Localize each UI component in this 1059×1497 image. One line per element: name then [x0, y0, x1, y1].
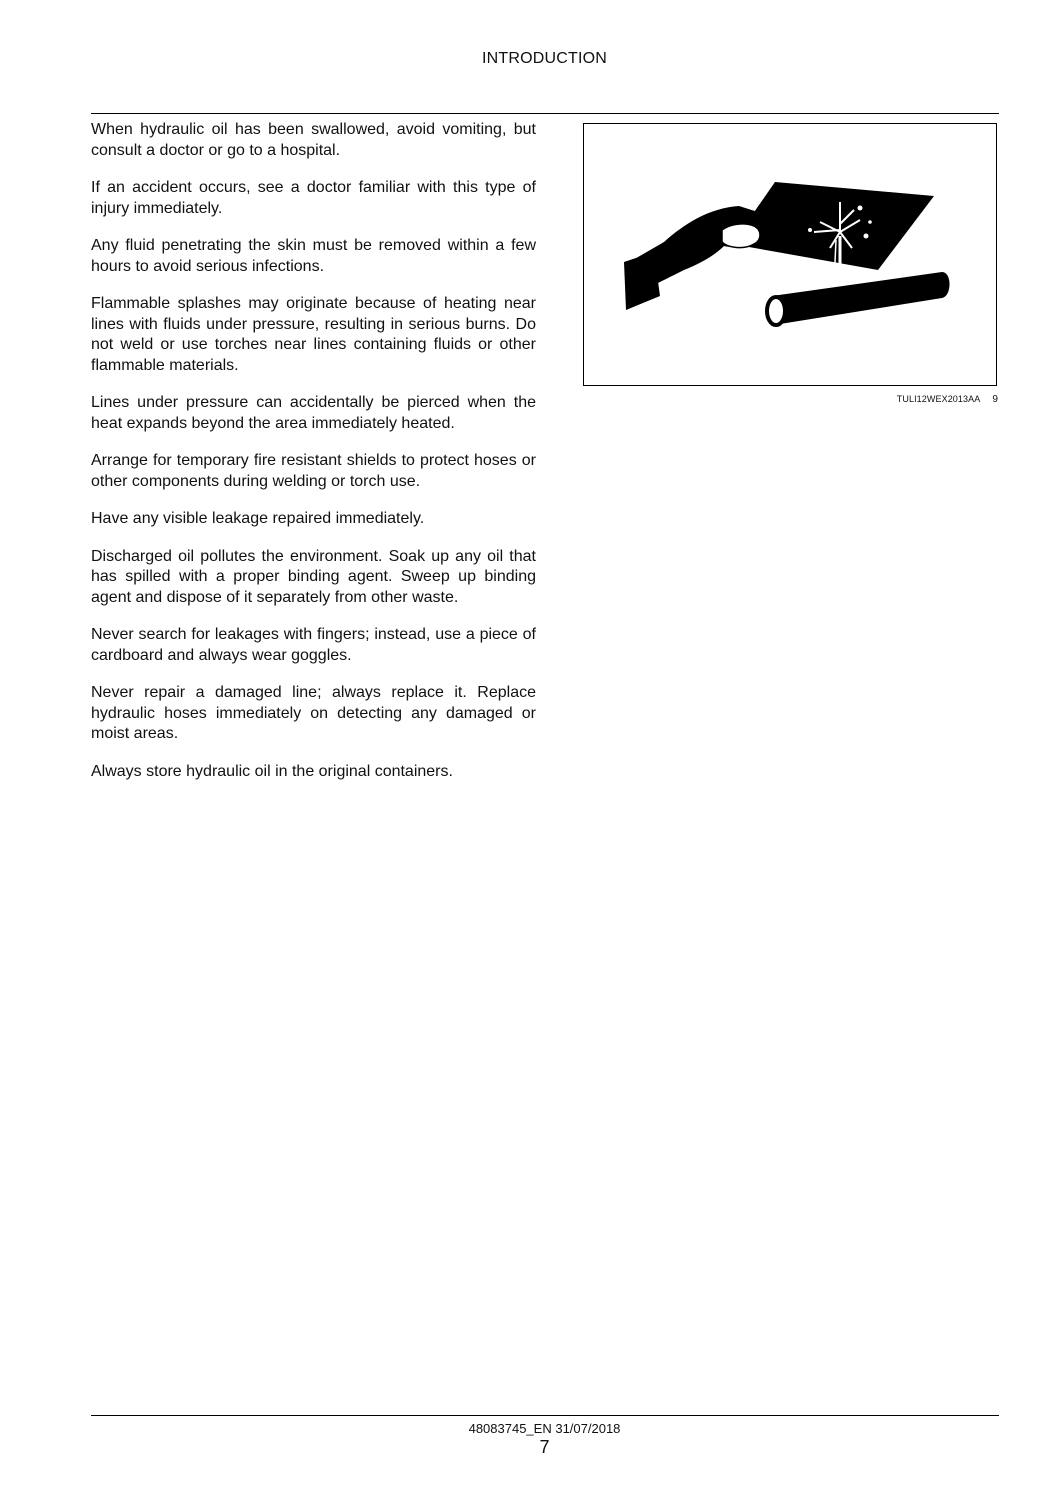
- paragraph-skin-penetration: Any fluid penetrating the skin must be removed within a few hours to avoid serious infections.: [91, 237, 536, 275]
- figure-code: TULI12WEX2013AA: [896, 394, 981, 404]
- figure-frame: [583, 123, 997, 386]
- splash-drop-1: [858, 206, 863, 211]
- hose-shape: [772, 272, 950, 324]
- paragraph-fire-shields: Arrange for temporary fire resistant shields to protect hoses or other components during welding or torch use.: [91, 452, 536, 490]
- body-text-column: [91, 120, 536, 799]
- footer-divider: [91, 1415, 999, 1416]
- paragraph-store-oil: Always store hydraulic oil in the original containers.: [91, 762, 453, 780]
- splash-drop-4: [808, 228, 812, 232]
- hose-end-shape: [767, 297, 785, 325]
- footer-document-code: 48083745_EN 31/07/2018: [468, 1421, 621, 1436]
- sleeve-shape: [624, 252, 660, 310]
- hand-cardboard-leak-icon: [584, 124, 996, 385]
- figure-caption: [760, 394, 998, 405]
- paragraph-accident: If an accident occurs, see a doctor familiar with this type of injury immediately.: [91, 179, 536, 217]
- paragraph-search-leakages: Never search for leakages with fingers; instead, use a piece of cardboard and always wear goggles.: [91, 626, 536, 664]
- splash-drop-2: [864, 234, 869, 239]
- paragraph-damaged-line: Never repair a damaged line; always replace it. Replace hydraulic hoses immediately on detecting any damaged or moist areas.: [91, 684, 536, 742]
- page-header-title: INTRODUCTION: [481, 50, 608, 67]
- thumb-highlight: [722, 224, 760, 248]
- paragraph-discharged-oil: Discharged oil pollutes the environment. Soak up any oil that has spilled with a proper binding agent. Sweep up binding agent and dispose of it separately from other waste.: [91, 547, 536, 606]
- paragraph-lines-pierced: Lines under pressure can accidentally be pierced when the heat expands beyond the area immediately heated.: [91, 394, 536, 432]
- figure-number: 9: [992, 394, 998, 405]
- splash-drop-3: [868, 220, 872, 224]
- footer-page-number: 7: [539, 1437, 550, 1457]
- paragraph-flammable-splashes: Flammable splashes may originate because of heating near lines with fluids under pressure, resulting in serious burns. Do not weld or use torches near lines containing fluids or other flammable materials.: [91, 295, 536, 374]
- paragraph-leakage-repair: Have any visible leakage repaired immediately.: [91, 510, 425, 527]
- header-divider: [91, 113, 999, 114]
- paragraph-swallowed-oil: When hydraulic oil has been swallowed, avoid vomiting, but consult a doctor or go to a hospital.: [91, 121, 536, 159]
